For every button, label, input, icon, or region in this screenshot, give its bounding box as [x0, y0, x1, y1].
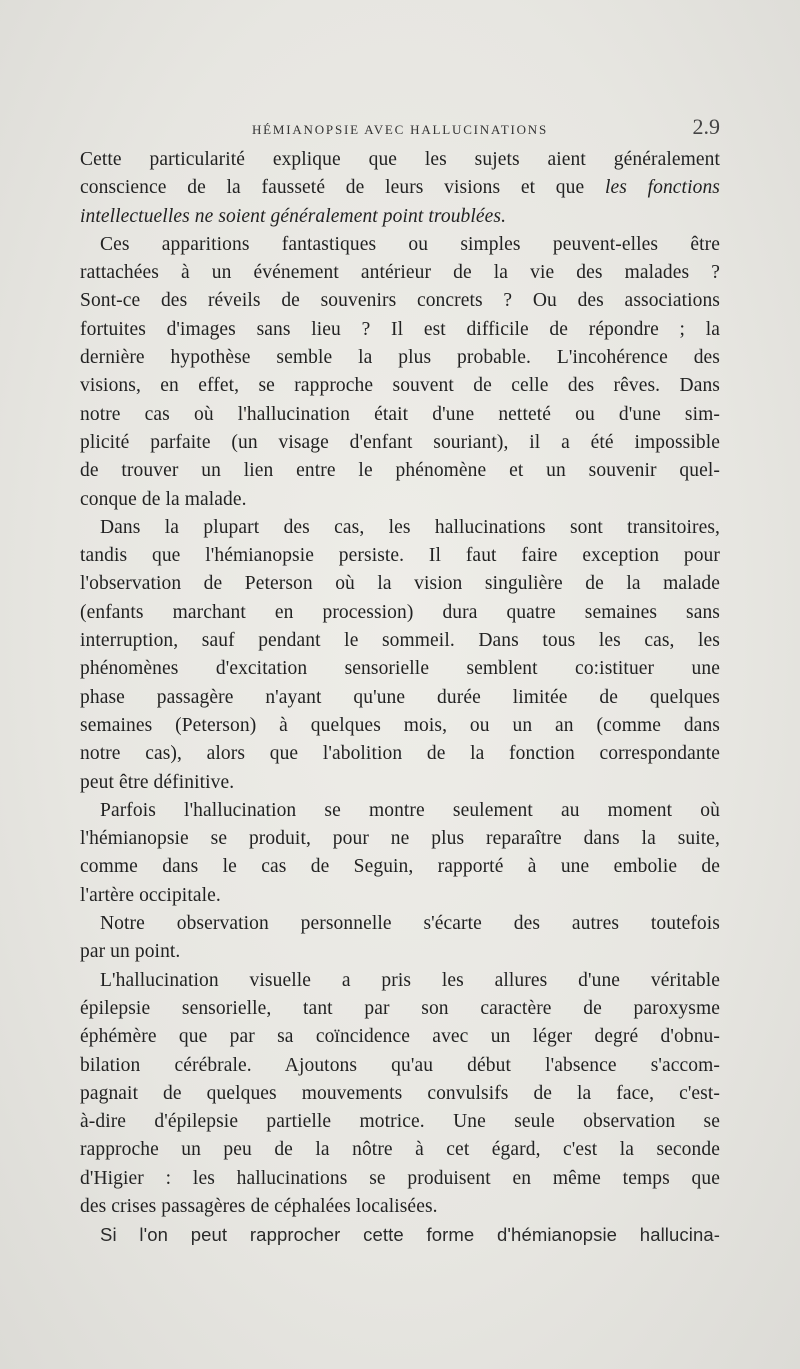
text-line	[80, 1023, 720, 1051]
text-line	[80, 1136, 720, 1164]
page-number: 2.9	[692, 114, 720, 139]
line-text: phénomènes d'excitation sensorielle semblent co:istituer une	[80, 658, 720, 680]
text-line	[80, 1080, 720, 1108]
text-line	[80, 231, 720, 259]
text-line	[80, 712, 720, 740]
text-line	[80, 627, 720, 655]
running-head	[80, 114, 720, 144]
running-title: HÉMIANOPSIE AVEC HALLUCINATIONS	[251, 122, 549, 137]
line-text: à-dire d'épilepsie partielle motrice. Une seule observation se	[80, 1111, 720, 1133]
body-text	[80, 146, 720, 1250]
text-line	[80, 401, 720, 429]
line-text: Si l'on peut rapprocher cette forme d'hémianopsie hallucina-	[100, 1224, 720, 1246]
text-line	[80, 542, 720, 570]
line-text: Notre observation personnelle s'écarte des autres toutefois	[100, 913, 720, 935]
line-text: d'Higier : les hallucinations se produisent en même temps que	[80, 1167, 720, 1189]
text-line	[80, 372, 720, 400]
line-text: interruption, sauf pendant le sommeil. Dans tous les cas, les	[80, 630, 720, 652]
line-text: (enfants marchant en procession) dura quatre semaines sans	[80, 601, 720, 623]
line-text: notre cas où l'hallucination était d'une netteté ou d'une sim-	[80, 403, 720, 425]
text-line	[80, 1052, 720, 1080]
line-text: tandis que l'hémianopsie persiste. Il faut faire exception pour	[80, 545, 720, 567]
line-text: comme dans le cas de Seguin, rapporté à une embolie de	[80, 856, 720, 878]
line-text: bilation cérébrale. Ajoutons qu'au début l'absence s'accom-	[80, 1054, 720, 1076]
text-line	[80, 797, 720, 825]
text-line	[80, 740, 720, 768]
line-text: plicité parfaite (un visage d'enfant souriant), il a été impossible	[80, 431, 720, 453]
line-text: phase passagère n'ayant qu'une durée limitée de quelques	[80, 686, 720, 708]
text-line	[80, 1193, 720, 1221]
line-text: Cette particularité explique que les sujets aient généralement	[80, 149, 720, 170]
line-text: dernière hypothèse semble la plus probable. L'incohérence des	[80, 347, 720, 369]
text-line	[80, 967, 720, 995]
line-text: l'hémianopsie se produit, pour ne plus reparaître dans la suite,	[80, 828, 720, 850]
text-line	[80, 316, 720, 344]
text-line	[80, 1221, 720, 1249]
line-text: l'artère occipitale.	[80, 884, 221, 906]
text-line	[80, 287, 720, 315]
text-line	[80, 146, 720, 174]
line-text: l'observation de Peterson où la vision singulière de la malade	[80, 573, 720, 595]
line-text: fortuites d'images sans lieu ? Il est difficile de répondre ; la	[80, 318, 720, 340]
line-text: éphémère que par sa coïncidence avec un léger degré d'obnu-	[80, 1026, 720, 1048]
text-line	[80, 1108, 720, 1136]
text-line	[80, 995, 720, 1023]
text-line	[80, 599, 720, 627]
line-text: des crises passagères de céphalées localisées.	[80, 1195, 438, 1217]
text-line	[80, 769, 720, 797]
text-line	[80, 655, 720, 683]
line-text: rattachées à un événement antérieur de la vie des malades ?	[80, 262, 720, 284]
text-line	[80, 853, 720, 881]
text-line	[80, 457, 720, 485]
text-line	[80, 514, 720, 542]
text-line	[80, 259, 720, 287]
text-line	[80, 1165, 720, 1193]
text-line	[80, 570, 720, 598]
text-line	[80, 344, 720, 372]
line-text: Parfois l'hallucination se montre seulement au moment où	[100, 799, 720, 821]
text-line	[80, 910, 720, 938]
line-text: visions, en effet, se rapproche souvent de celle des rêves. Dans	[80, 375, 720, 397]
line-italic-text: les fonctions	[604, 177, 720, 199]
text-line	[80, 174, 720, 202]
line-text: rapproche un peu de la nôtre à cet égard, c'est la seconde	[80, 1139, 720, 1161]
line-text: Dans la plupart des cas, les hallucinations sont transitoires,	[100, 516, 720, 538]
text-line	[80, 825, 720, 853]
text-line	[80, 938, 720, 966]
text-line	[80, 203, 720, 231]
line-text: notre cas), alors que l'abolition de la fonction correspondante	[80, 743, 720, 765]
line-text: par un point.	[80, 941, 181, 963]
line-text: conque de la malade.	[80, 488, 247, 510]
text-line	[80, 684, 720, 712]
line-text: de trouver un lien entre le phénomène et un souvenir quel-	[80, 460, 720, 482]
line-text: semaines (Peterson) à quelques mois, ou un an (comme dans	[80, 714, 720, 736]
line-text: épilepsie sensorielle, tant par son caractère de paroxysme	[80, 997, 720, 1019]
text-line	[80, 486, 720, 514]
line-text: conscience de la fausseté de leurs visions et que	[80, 177, 605, 199]
line-text: pagnait de quelques mouvements convulsifs de la face, c'est-	[80, 1082, 720, 1104]
line-text: Sont-ce des réveils de souvenirs concrets ? Ou des associations	[80, 290, 720, 312]
text-line	[80, 429, 720, 457]
line-text: Ces apparitions fantastiques ou simples peuvent-elles être	[100, 233, 720, 255]
line-text: peut être définitive.	[80, 771, 235, 793]
line-italic-text: intellectuelles ne soient généralement point troublées.	[80, 205, 507, 227]
text-line	[80, 882, 720, 910]
line-text: L'hallucination visuelle a pris les allures d'une véritable	[100, 969, 720, 991]
